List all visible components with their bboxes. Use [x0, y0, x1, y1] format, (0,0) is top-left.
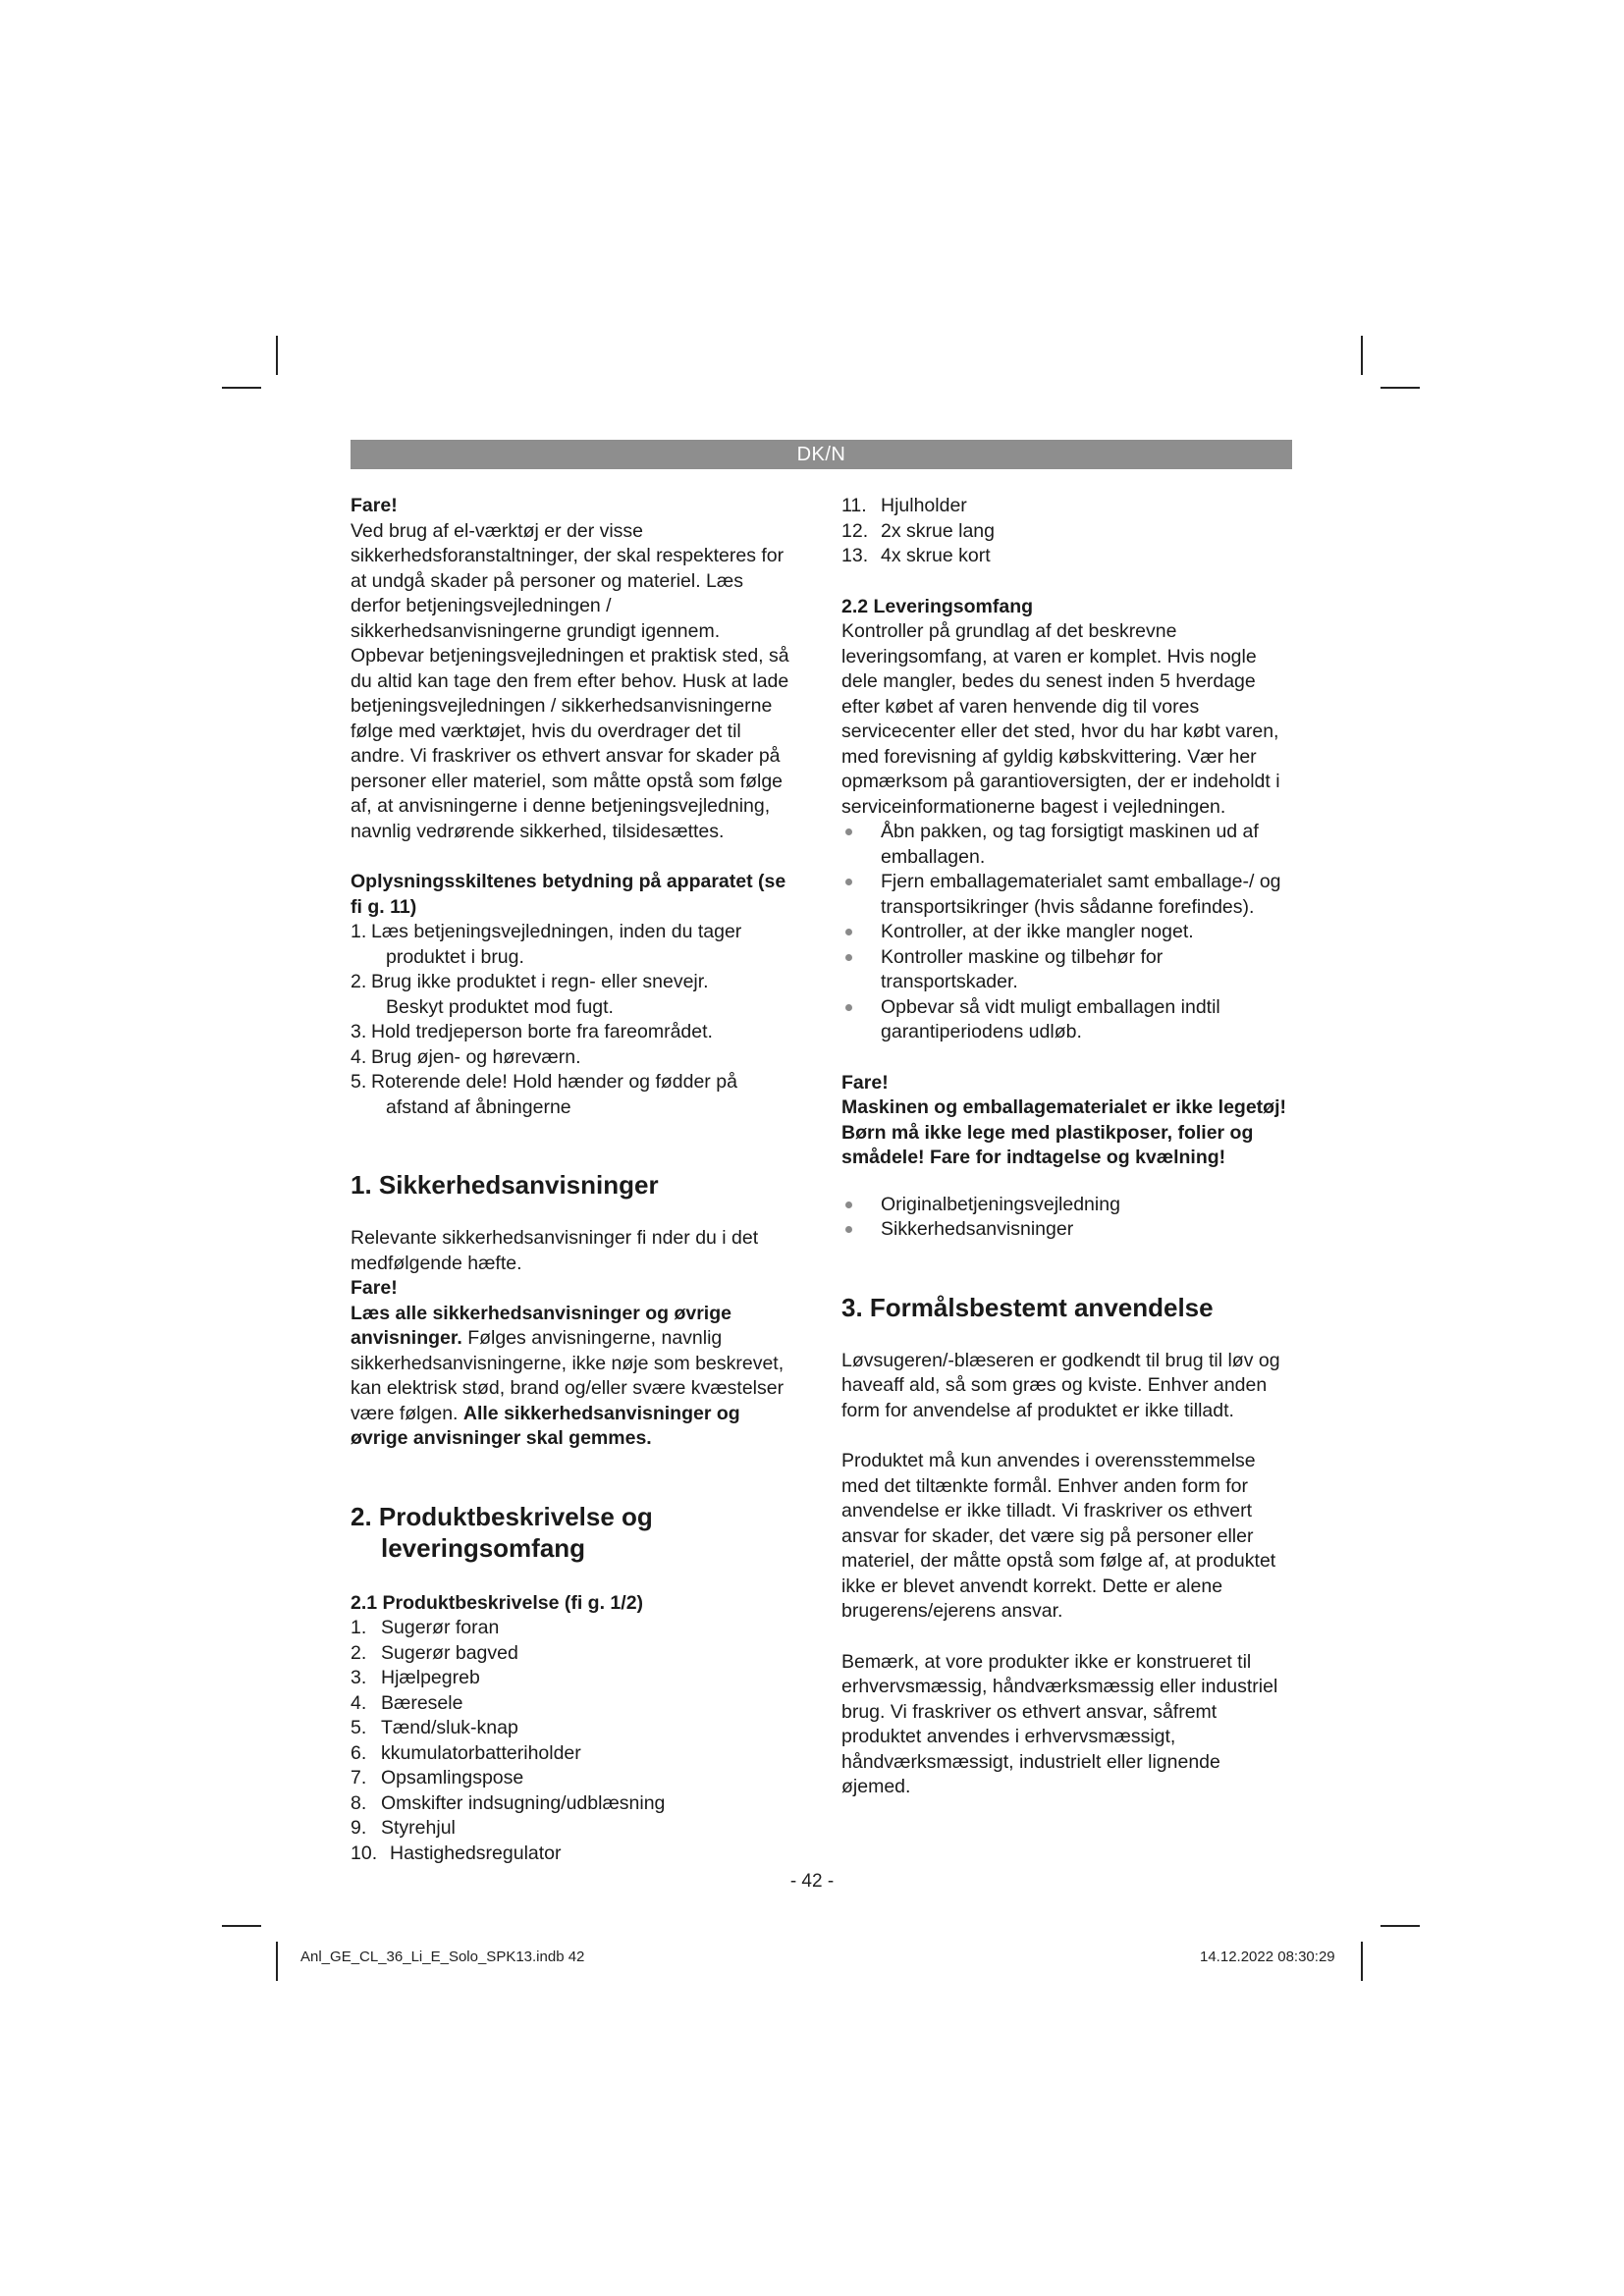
danger-text: Maskinen og emballagematerialet er ikke legetøj! Børn må ikke lege med plastikposer, folier og smådele! Fare for indtagelse og kvælning! [841, 1096, 1287, 1168]
bullet-icon [845, 1201, 852, 1208]
crop-mark [1361, 336, 1363, 375]
section-1-text: Relevante sikkerhedsanvisninger fi nder du i det medfølgende hæfte. [351, 1227, 759, 1274]
crop-mark [1380, 387, 1420, 389]
included-documents [841, 1193, 1292, 1243]
section-3-paragraph: Produktet må kun anvendes i overensstemmelse med det tiltænkte formål. Enhver anden form for anvendelse er ikke tilladt. Vi fraskriver os ethvert ansvar for skader, det være sig på personer eller materiel, der måtte opstå som følge af, at produktet ikke er blevet anvendt korrekt. Dette er alene brugerens/ejerens ansvar. [841, 1450, 1276, 1622]
bullet-icon [845, 1226, 852, 1233]
section-3-title: 3. Formålsbestemt anvendelse [841, 1292, 1214, 1322]
list-item: 12. 2x skrue lang [841, 519, 995, 542]
footer-timestamp: 14.12.2022 08:30:29 [1200, 1949, 1335, 1965]
list-item: 5. Tænd/sluk-knap [351, 1717, 518, 1738]
list-item: Opbevar så vidt muligt emballagen indtil garantiperiodens udløb. [841, 995, 1292, 1045]
bullet-icon [845, 929, 852, 935]
danger-text: Ved brug af el-værktøj er der visse sikkerhedsforanstaltninger, der skal respekteres for at undgå skader på personer og materiel. Læs derfor betjeningsvejledningen / sikkerhedsanvisningerne grundigt igennem. Opbevar betjeningsvejledningen et praktisk sted, så du altid kan tage den frem efter behov. Husk at lade betjeningsvejledningen / sikkerhedsanvisningerne følge med værktøjet, hvis du overdrager det til andre. Vi fraskriver os ethvert ansvar for skader på personer eller materiel, som måtte opstå som følge af, at anvisningerne i denne betjeningsvejledning, navnlig vedrørende sikkerhed, tilsidesættes. [351, 519, 789, 842]
list-item: 3. Hjælpegreb [351, 1667, 480, 1688]
danger-title: Fare! [841, 1071, 889, 1094]
list-item: 5. Roterende dele! Hold hænder og fødder på afstand af åbningerne [351, 1071, 737, 1118]
subsection-2-1-title: 2.1 Produktbeskrivelse (fi g. 1/2) [351, 1591, 644, 1614]
crop-mark [1380, 1925, 1420, 1927]
list-item: 9. Styrehjul [351, 1817, 456, 1839]
list-item: 10. Hastighedsregulator [351, 1842, 562, 1864]
signs-list [351, 920, 798, 1120]
section-1-title: 1. Sikkerhedsanvisninger [351, 1170, 659, 1200]
unpacking-steps [841, 820, 1292, 1045]
parts-list-continued [841, 494, 1292, 569]
list-item: Kontroller, at der ikke mangler noget. [841, 920, 1292, 945]
list-item: 11. Hjulholder [841, 495, 967, 516]
bullet-icon [845, 1004, 852, 1011]
list-item: 4. Bæresele [351, 1691, 463, 1714]
list-item: Åbn pakken, og tag forsigtigt maskinen ud af emballagen. [841, 820, 1292, 870]
language-header: DK/N [351, 440, 1292, 469]
section-1-danger: Fare! [351, 1277, 398, 1299]
danger-title: Fare! [351, 495, 398, 516]
subsection-2-2-text: Kontroller på grundlag af det beskrevne leveringsomfang, at varen er komplet. Hvis nogle dele mangler, bedes du senest inden 5 hverdage efter købet af varen henvende dig til vores servicecenter eller det sted, hvor du har købt varen, med forevisning af gyldig købskvittering. Vær her opmærksom på garantioversigten, der er indeholdt i serviceinformationerne bagest i vejledningen. [841, 620, 1280, 818]
crop-mark [1361, 1942, 1363, 1981]
list-item: 13. 4x skrue kort [841, 545, 991, 566]
list-item: Fjern emballagematerialet samt emballage-/ og transportsikringer (hvis sådanne forefindes). [841, 870, 1292, 920]
bullet-icon [845, 828, 852, 835]
signs-title: Oplysningsskiltenes betydning på apparatet (se fi g. 11) [351, 871, 786, 918]
section-3-paragraph: Bemærk, at vore produkter ikke er konstrueret til erhvervsmæssig, håndværksmæssig eller industriel brug. Vi fraskriver os ethvert ansvar, såfremt produktet anvendes i erhvervsmæssigt, håndværksmæssigt, industrielt eller lignende øjemed. [841, 1650, 1278, 1797]
section-1-warning: Læs alle sikkerhedsanvisninger og øvrige anvisninger. Følges anvisningerne, navnlig sikkerhedsanvisningerne, ikke nøje som beskrevet, kan elektrisk stød, brand og/eller svære kvæstelser være følgen. Alle sikkerhedsanvisninger og øvrige anvisninger skal gemmes. [351, 1302, 785, 1449]
left-column [351, 494, 798, 1866]
bullet-icon [845, 954, 852, 961]
footer-file: Anl_GE_CL_36_Li_E_Solo_SPK13.indb 42 [300, 1949, 585, 1965]
section-2-title: 2. Produktbeskrivelse og leveringsomfang [351, 1501, 653, 1563]
list-item: Sikkerhedsanvisninger [841, 1217, 1292, 1243]
list-item: 6. kkumulatorbatteriholder [351, 1741, 581, 1764]
crop-mark [222, 387, 261, 389]
crop-mark [276, 1942, 278, 1981]
list-item: 4. Brug øjen- og høreværn. [351, 1045, 581, 1068]
right-column [841, 494, 1292, 1800]
crop-mark [276, 336, 278, 375]
subsection-2-2-title: 2.2 Leveringsomfang [841, 595, 1034, 617]
bullet-icon [845, 879, 852, 885]
list-item: 7. Opsamlingspose [351, 1767, 524, 1789]
list-item: Originalbetjeningsvejledning [841, 1193, 1292, 1218]
list-item: 1. Læs betjeningsvejledningen, inden du tager produktet i brug. [351, 921, 742, 968]
section-3-paragraph: Løvsugeren/-blæseren er godkendt til brug til løv og haveaff ald, så som græs og kviste. Enhver anden form for anvendelse af produktet er ikke tilladt. [841, 1349, 1280, 1421]
parts-list [351, 1616, 798, 1866]
list-item: Kontroller maskine og tilbehør for transportskader. [841, 945, 1292, 995]
list-item: 1. Sugerør foran [351, 1617, 500, 1638]
list-item: 2. Brug ikke produktet i regn- eller snevejr. Beskyt produktet mod fugt. [351, 971, 709, 1018]
list-item: 2. Sugerør bagved [351, 1641, 518, 1664]
list-item: 3. Hold tredjeperson borte fra fareområdet. [351, 1021, 713, 1042]
crop-mark [222, 1925, 261, 1927]
list-item: 8. Omskifter indsugning/udblæsning [351, 1791, 666, 1814]
page-number: - 42 - [789, 1871, 835, 1892]
